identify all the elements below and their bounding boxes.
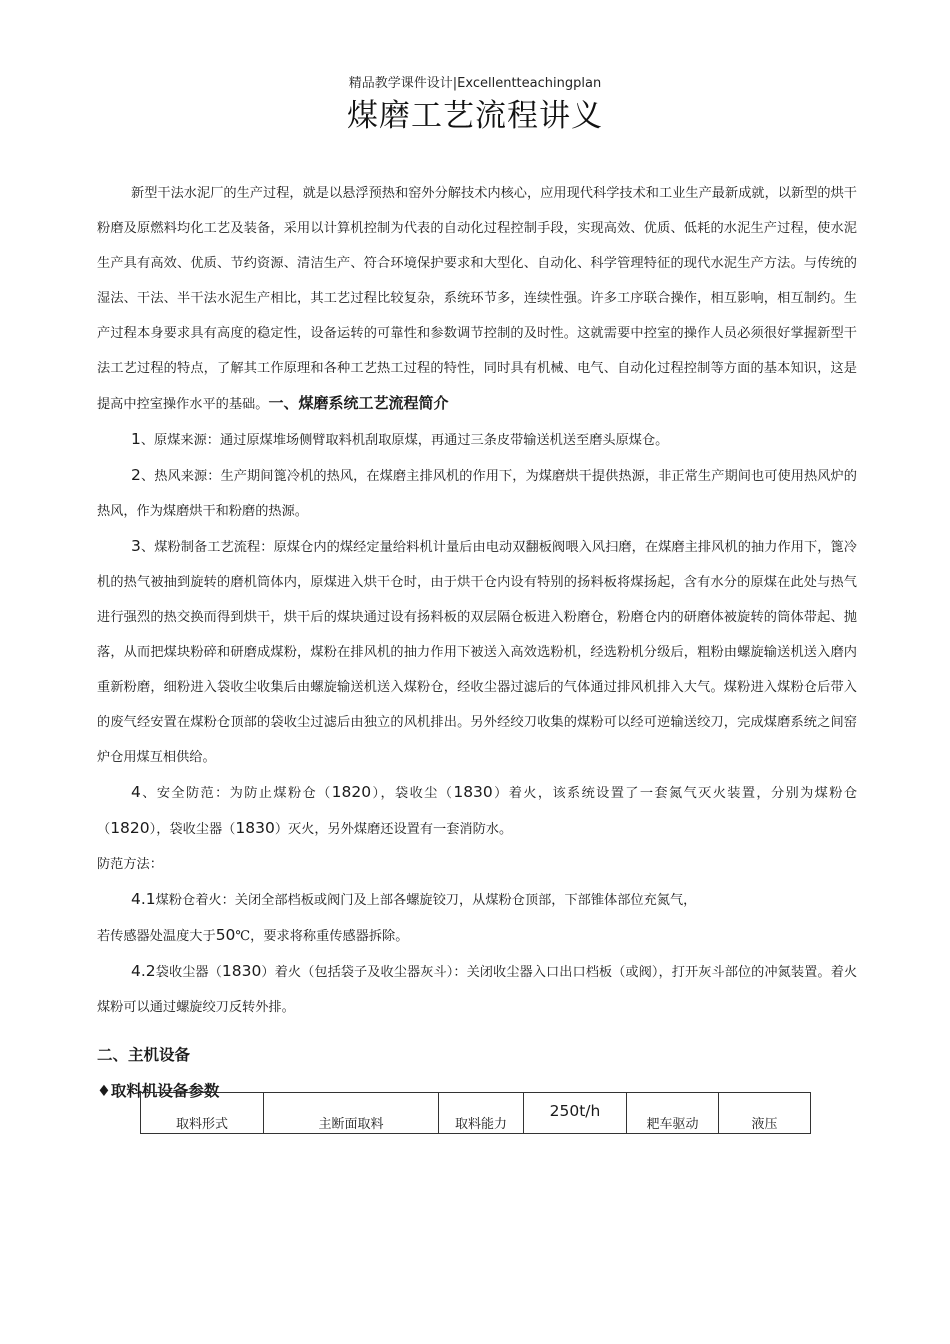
header-subtitle: 精品教学课件设计|Excellentteachingplan [348, 76, 602, 91]
item-text: ）着火，该系统设置了一套氮气灭火装置，分别为煤粉仓（ [97, 786, 858, 837]
method-4-1-continued [97, 918, 857, 954]
item-number: 4 [131, 783, 141, 801]
item-number: 1 [131, 430, 141, 448]
item-number: 2 [131, 466, 141, 484]
section-1-heading: 一、煤磨系统工艺流程简介 [268, 394, 449, 412]
item-text: ）灭火，另外煤磨还设置有一套消防水。 [274, 822, 513, 837]
table-cell: 耙车驱动 [627, 1093, 719, 1134]
reclaimer-params-table [140, 1092, 810, 1134]
table-cell: 取料形式 [141, 1093, 264, 1134]
table-cell: 主断面取料 [264, 1093, 439, 1134]
table-cell: 250t/h [524, 1093, 627, 1134]
item-text: ），袋收尘器（ [149, 822, 236, 837]
item-text: 、热风来源：生产期间篦冷机的热风，在煤磨主排风机的作用下，为煤磨烘干提供热源，非正常生产期间也可使用热风炉的热风，作为煤磨烘干和粉磨的热源。 [97, 469, 857, 519]
list-item-2 [97, 458, 857, 529]
item-text: ），袋收尘（ [371, 786, 454, 801]
bag-filter-code: 1830 [235, 819, 275, 837]
item-text: 、安全防范：为防止煤粉仓（ [140, 786, 332, 801]
page-title: 煤磨工艺流程讲义 [347, 98, 603, 134]
method-4-2 [97, 954, 857, 1025]
table-cell: 液压 [719, 1093, 811, 1134]
list-item-1 [97, 422, 857, 458]
table-cell: 取料能力 [439, 1093, 524, 1134]
document-body [97, 176, 857, 1109]
bag-filter-code: 1830 [453, 783, 493, 801]
silo-code: 1820 [110, 819, 150, 837]
intro-text: 新型干法水泥厂的生产过程，就是以悬浮预热和窑外分解技术内核心，应用现代科学技术和工业生产最新成就，以新型的烘干粉磨及原燃料均化工艺及装备，采用以计算机控制为代表的自动化过程控制手段，实现高效、优质、低耗的水泥生产过程，使水泥生产具有高效、优质、节约资源、清洁生产、符合环境保护要求和大型化、自动化、科学管理特征的现代水泥生产方法。与传统的湿法、干法、半干法水泥生产相比，其工艺过程比较复杂，系统环节多，连续性强。许多工序联合操作，相互影响，相互制约。生产过程本身要求具有高度的稳定性，设备运转的可靠性和参数调节控制的及时性。这就需要中控室的操作人员必须很好掌握新型干法工艺过程的特点，了解其工作原理和各种工艺热工过程的特性，同时具有机械、电气、自动化过程控制等方面的基本知识，这是提高中控室操作水平的基础。 [97, 186, 857, 412]
item-text: ℃，要求将称重传感器拆除。 [235, 929, 409, 944]
item-text: 袋收尘器（ [155, 965, 222, 980]
item-number: 3 [131, 537, 141, 555]
item-number: 4.2 [131, 962, 156, 980]
item-text: 、原煤来源：通过原煤堆场侧臂取料机刮取原煤，再通过三条皮带输送机送至磨头原煤仓。 [140, 433, 669, 448]
item-text: 、煤粉制备工艺流程：原煤仓内的煤经定量给料机计量后由电动双翻板阀喂入风扫磨，在煤磨主排风机的抽力作用下，篦冷机的热气被抽到旋转的磨机筒体内，原煤进入烘干仓时，由于烘干仓内设有特别的扬料板将煤扬起，含有水分的原煤在此处与热气进行强烈的热交换而得到烘干，烘干后的煤块通过设有扬料板的双层隔仓板进入粉磨仓，粉磨仓内的研磨体被旋转的筒体带起、抛落，从而把煤块粉碎和研磨成煤粉，煤粉在排风机的抽力作用下被送入高效选粉机，经选粉机分级后，粗粉由螺旋输送机送入磨内重新粉磨，细粉进入袋收尘收集后由螺旋输送机送入煤粉仓，经收尘器过滤后的气体通过排风机排入大气。煤粉进入煤粉仓后带入的废气经安置在煤粉仓顶部的袋收尘过滤后由独立的风机排出。另外经绞刀收集的煤粉可以经可逆输送绞刀，完成煤磨系统之间窑炉仓用煤互相供给。 [97, 540, 857, 765]
section-2-heading: 二、主机设备 [97, 1046, 191, 1064]
item-text: 煤粉仓着火：关闭全部档板或阀门及上部各螺旋铰刀，从煤粉仓顶部，下部锥体部位充氮气， [155, 893, 697, 908]
list-item-3 [97, 529, 857, 775]
intro-paragraph [97, 176, 857, 422]
table-row [141, 1093, 811, 1134]
item-number: 4.1 [131, 890, 156, 908]
list-item-4 [97, 775, 857, 847]
bag-filter-code: 1830 [221, 962, 262, 980]
item-text: 若传感器处温度大于 [97, 929, 216, 944]
reclaimer-params-heading: ♦取料机设备参数 [97, 1082, 220, 1100]
method-4-1 [97, 882, 857, 918]
prevention-label: 防范方法： [97, 857, 163, 872]
temperature-value: 50 [215, 926, 236, 944]
silo-code: 1820 [331, 783, 372, 801]
item-text: ）着火（包括袋子及收尘器灰斗）：关闭收尘器入口出口档板（或阀），打开灰斗部位的冲氮装置。着火煤粉可以通过螺旋绞刀反转外排。 [97, 965, 858, 1015]
